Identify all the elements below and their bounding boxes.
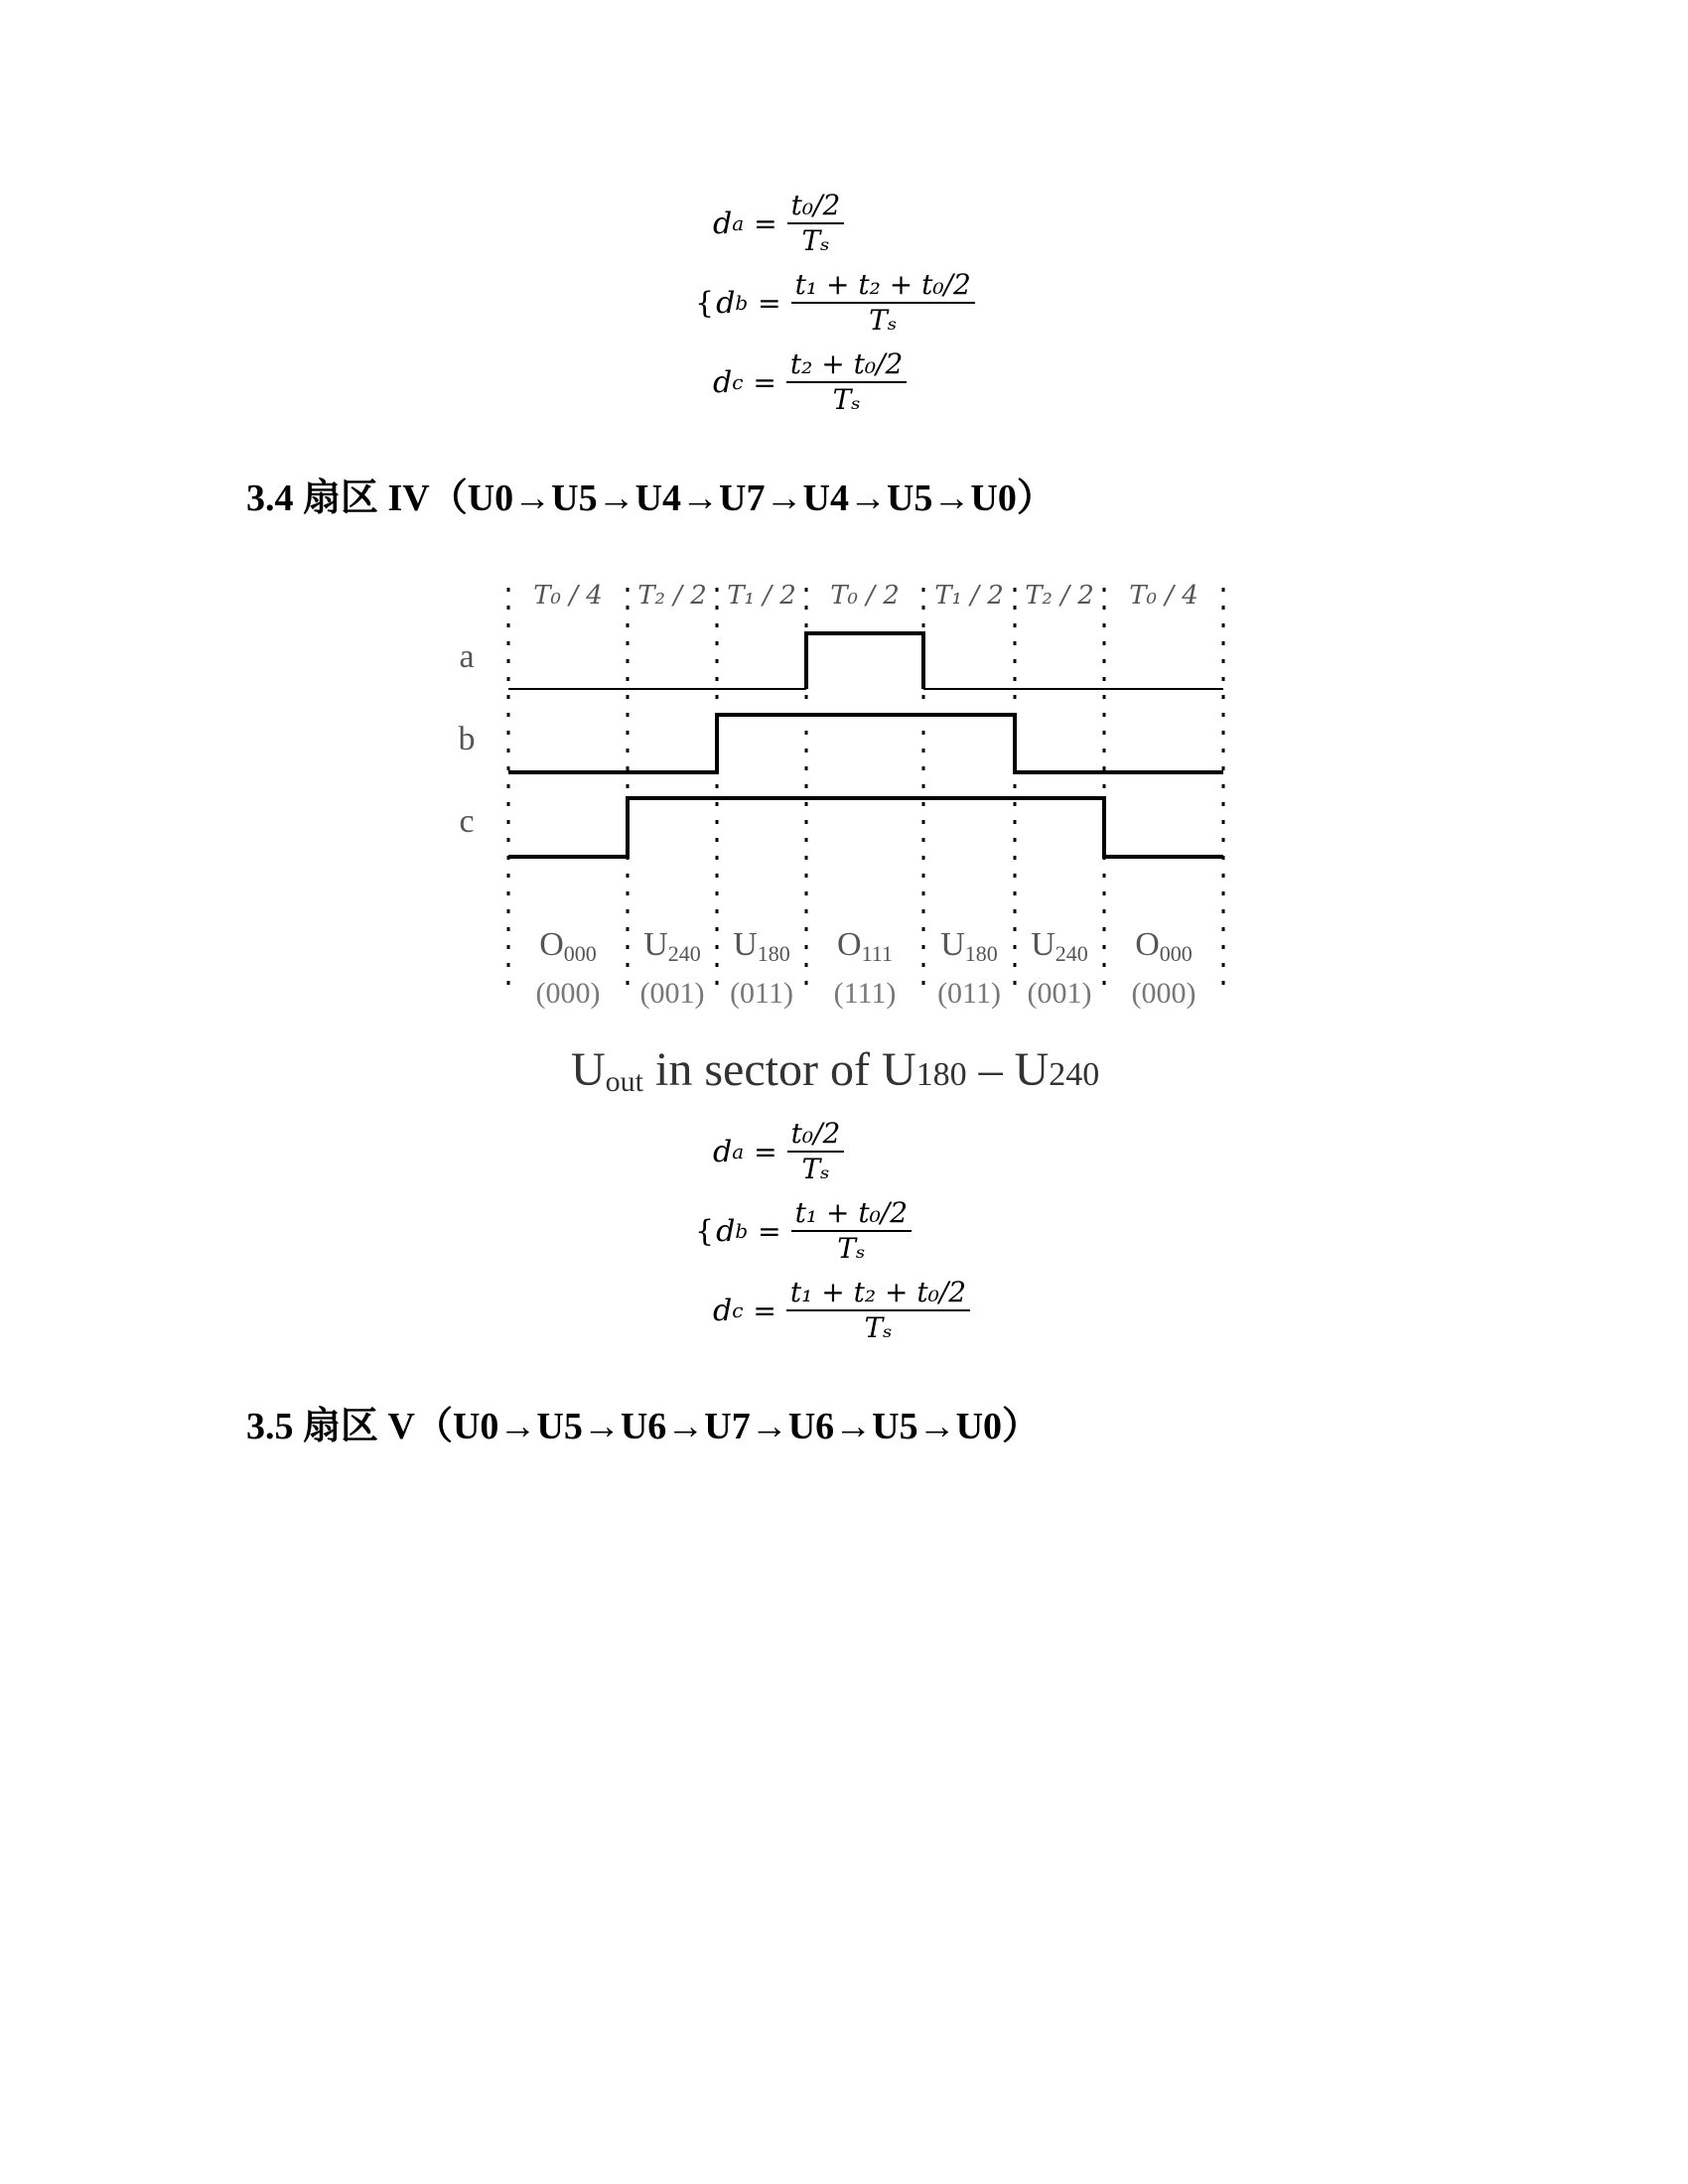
time-label: T₀ / 2 <box>830 581 900 611</box>
vector-code: (011) <box>937 977 1001 1010</box>
equation-dc: d c = $\frac{\text{t₁ + t₂ + t₀/2}}{\text{Tₛ}}$ <box>713 1276 970 1345</box>
eq-lhs: d c <box>713 1293 744 1328</box>
vector-code: (011) <box>730 977 793 1010</box>
equation-db: { d b = $\frac{\text{t₁ + t₂ + t₀/2}}{\text{Tₛ}}$ <box>695 268 975 338</box>
vector-code: (111) <box>833 977 897 1010</box>
vector-code: (000) <box>1131 977 1196 1010</box>
vector-label: U180 <box>733 926 790 966</box>
vector-code: (000) <box>535 977 601 1010</box>
fraction: $\frac{\text{t₁ + t₂ + t₀/2}}{\text{Tₛ}}$ <box>791 268 975 338</box>
eq-lhs: d a <box>713 205 745 241</box>
time-label: T₂ / 2 <box>1025 581 1094 611</box>
section-heading-3-5: 3.5 扇区 V（U0→U5→U6→U7→U6→U5→U0） <box>246 1406 1041 1447</box>
equation-db: { d b = $\frac{\text{t₁ + t₀/2}}{\text{Tₛ}}$ <box>695 1196 912 1266</box>
fraction: $\frac{\text{t₀/2}}{\text{Tₛ}}$ <box>787 189 845 258</box>
vector-code: (001) <box>639 977 705 1010</box>
vector-label: O000 <box>1135 926 1193 966</box>
equation-dc: d c = $\frac{\text{t₂ + t₀/2}}{\text{Tₛ}}$ <box>713 347 907 417</box>
fraction: $\frac{\text{t₁ + t₀/2}}{\text{Tₛ}}$ <box>791 1196 912 1266</box>
waveform-a-pulse <box>806 633 923 689</box>
fraction: $\frac{\text{t₁ + t₂ + t₀/2}}{\text{Tₛ}}$ <box>786 1276 970 1345</box>
divider-lines <box>508 588 1223 993</box>
time-label: T₀ / 4 <box>1129 581 1198 611</box>
fraction: $\frac{\text{t₂ + t₀/2}}{\text{Tₛ}}$ <box>786 347 907 417</box>
signal-label-b: b <box>458 721 476 757</box>
time-label: T₀ / 4 <box>533 581 603 611</box>
eq-lhs: { d b <box>695 1213 749 1249</box>
timing-diagram <box>437 576 1251 1112</box>
vector-label: O000 <box>539 926 597 966</box>
eq-lhs: d a <box>713 1134 745 1169</box>
waveform-b <box>508 715 1223 772</box>
vector-code: (001) <box>1027 977 1092 1010</box>
vector-label: O111 <box>837 926 893 966</box>
waveform-c <box>508 798 1223 857</box>
signal-label-a: a <box>459 638 475 675</box>
vector-label: U240 <box>1031 926 1088 966</box>
time-label: T₂ / 2 <box>637 581 707 611</box>
figure-caption: $U_{out}$ in sector of U180 – U240 <box>571 1043 1100 1098</box>
eq-lhs: d c <box>713 364 744 400</box>
equation-da: d a = $\frac{\text{t₀/2}}{\text{Tₛ}}$ <box>713 1117 844 1186</box>
fraction: $\frac{\text{t₀/2}}{\text{Tₛ}}$ <box>787 1117 845 1186</box>
eq-lhs: { d b <box>695 285 749 321</box>
vector-label: U240 <box>643 926 701 966</box>
vector-label: U180 <box>940 926 998 966</box>
section-heading-3-4: 3.4 扇区 IV（U0→U5→U4→U7→U4→U5→U0） <box>246 478 1055 519</box>
time-label: T₁ / 2 <box>727 581 796 611</box>
signal-label-c: c <box>459 803 475 840</box>
equation-da: d a = $\frac{\text{t₀/2}}{\text{Tₛ}}$ <box>713 189 844 258</box>
time-label: T₁ / 2 <box>934 581 1004 611</box>
